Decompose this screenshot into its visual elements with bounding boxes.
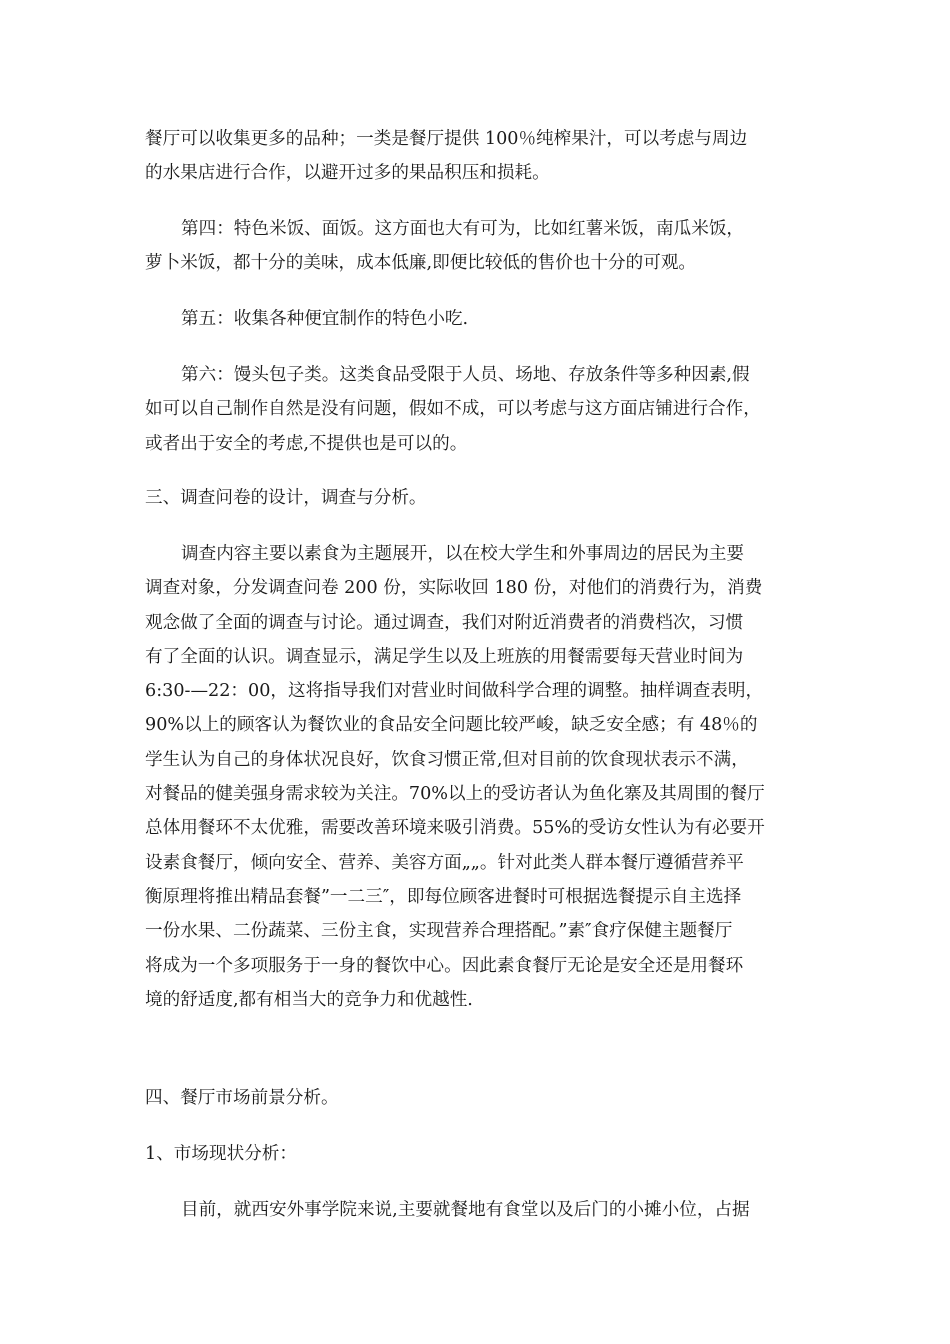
text-line: 观念做了全面的调查与讨论。通过调查，我们对附近消费者的消费档次，习惯: [145, 612, 744, 633]
text-line: 设素食餐厅，倾向安全、营养、美容方面„„。针对此类人群本餐厅遵循营养平: [145, 852, 744, 873]
text-line: 一份水果、二份蔬菜、三份主食，实现营养合理搭配。”素″食疗保健主题餐厅: [145, 921, 733, 942]
text-line: 6:30-—22：00，这将指导我们对营业时间做科学合理的调整。抽样调查表明，: [145, 681, 764, 702]
text-line: 第四：特色米饭、面饭。这方面也大有可为，比如红薯米饭，南瓜米饭，: [181, 219, 745, 239]
section-heading: 三、调查问卷的设计，调查与分析。: [145, 488, 427, 508]
paragraph-item-four: [145, 212, 805, 281]
subsection-heading-market: [145, 1137, 805, 1171]
paragraph-item-six: [145, 358, 805, 461]
text-line: 调查对象，分发调查问卷 200 份，实际收回 180 份，对他们的消费行为，消费: [145, 578, 763, 599]
text-line: 的水果店进行合作，以避开过多的果品积压和损耗。: [145, 163, 550, 184]
section-heading-three: [145, 481, 805, 515]
paragraph-survey: [145, 537, 805, 1017]
text-line: 目前，就西安外事学院来说,主要就餐地有食堂以及后门的小摊小位，占据: [181, 1200, 750, 1220]
text-line: 学生认为自己的身体状况良好，饮食习惯正常,但对目前的饮食现状表示不满，: [145, 749, 749, 770]
text-line: 有了全面的认识。调查显示，满足学生以及上班族的用餐需要每天营业时间为: [145, 646, 744, 667]
text-line: 萝卜米饭，都十分的美味，成本低廉,即便比较低的售价也十分的可观。: [145, 253, 697, 274]
subsection-heading: 1、市场现状分析：: [145, 1144, 297, 1164]
text-line: 将成为一个多项服务于一身的餐饮中心。因此素食餐厅无论是安全还是用餐环: [145, 955, 744, 976]
paragraph-market-status: [145, 1193, 805, 1227]
section-heading: 四、餐厅市场前景分析。: [145, 1088, 339, 1108]
text-line: 90%以上的顾客认为餐饮业的食品安全问题比较严峻，缺乏安全感；有 48％的: [145, 715, 758, 736]
text-line: 总体用餐环不太优雅，需要改善环境来吸引消费。55%的受访女性认为有必要开: [145, 818, 765, 839]
text-line: 调查内容主要以素食为主题展开，以在校大学生和外事周边的居民为主要: [181, 544, 745, 564]
section-heading-four: [145, 1081, 805, 1115]
text-line: 或者出于安全的考虑,不提供也是可以的。: [145, 433, 468, 454]
text-line: 餐厅可以收集更多的品种；一类是餐厅提供 100％纯榨果汁，可以考虑与周边: [145, 129, 748, 149]
text-line: 对餐品的健美强身需求较为关注。70%以上的受访者认为鱼化寨及其周围的餐厅: [145, 784, 765, 805]
text-line: 如可以自己制作自然是没有问题，假如不成，可以考虑与这方面店铺进行合作，: [145, 399, 761, 420]
text-line: 第五：收集各种便宜制作的特色小吃.: [181, 309, 469, 329]
text-line: 衡原理将推出精品套餐”一二三″，即每位顾客进餐时可根据选餐提示自主选择: [145, 886, 742, 907]
paragraph-item-five: [145, 302, 805, 336]
text-line: 境的舒适度,都有相当大的竞争力和优越性.: [145, 989, 473, 1010]
paragraph-continuation: [145, 122, 805, 191]
text-line: 第六：馒头包子类。这类食品受限于人员、场地、存放条件等多种因素,假: [181, 365, 750, 385]
